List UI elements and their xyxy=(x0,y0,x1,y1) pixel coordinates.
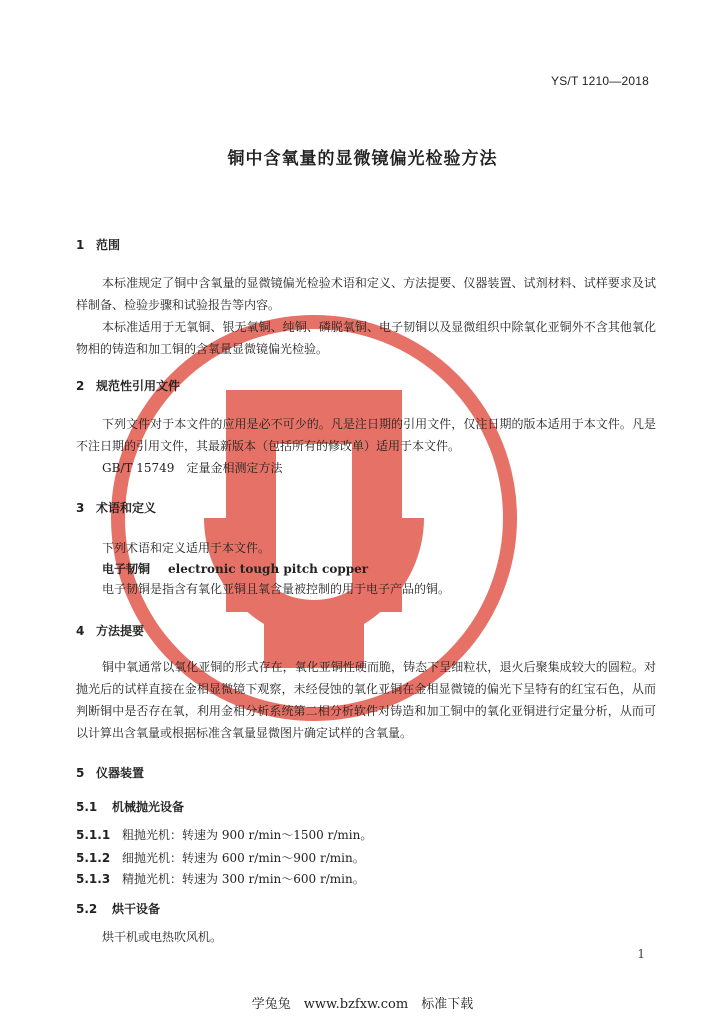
section-2-heading xyxy=(76,377,180,394)
section-title: 规范性引用文件 xyxy=(96,379,181,393)
normative-reference: GB/T 15749 定量金相测定方法 xyxy=(102,461,283,475)
section-4-paragraph: 铜中氧通常以氧化亚铜的形式存在，氧化亚铜性硬而脆，铸态下呈细粒状，退火后聚集成较大的圆粒。对抛光后的试样直接在金相显微镜下观察，未经侵蚀的氧化亚铜在金相显微镜的偏光下呈特有的红宝石色，从而判断铜中是否存在氧，利用金相分析系统第二相分析软件对铸造和加工铜中的氧化亚铜进行定量分析，从而可以计算出含氧量或根据标准含氧量显微图片确定试样的含氧量。 xyxy=(76,660,656,740)
subsection-5-2-heading xyxy=(76,900,160,917)
subsection-title: 机械抛光设备 xyxy=(112,800,185,814)
section-title: 仪器装置 xyxy=(96,766,145,780)
section-4-heading xyxy=(76,622,144,639)
section-number: 3 xyxy=(76,501,85,515)
page-number: 1 xyxy=(637,947,645,961)
document-title: 铜中含氧量的显微镜偏光检验方法 xyxy=(227,149,498,169)
section-title: 方法提要 xyxy=(96,624,145,638)
subsection-number: 5.1 xyxy=(76,800,98,814)
section-3-intro: 下列术语和定义适用于本文件。 xyxy=(102,541,271,555)
item-number: 5.1.2 xyxy=(76,851,111,865)
subsection-5-2-text: 烘干机或电热吹风机。 xyxy=(102,930,223,944)
section-1-paragraph-2: 本标准适用于无氧铜、银无氧铜、纯铜、磷脱氧铜、电子韧铜以及显微组织中除氧化亚铜外不含其他氧化物相的铸造和加工铜的含氧量显微镜偏光检验。 xyxy=(76,320,656,356)
item-text: 精抛光机：转速为 300 r/min～600 r/min。 xyxy=(122,872,365,886)
subsection-5-1-heading xyxy=(76,798,184,815)
subsection-title: 烘干设备 xyxy=(112,902,161,916)
section-1-paragraph-1: 本标准规定了铜中含氧量的显微镜偏光检验术语和定义、方法提要、仪器装置、试剂材料、试样要求及试样制备、检验步骤和试验报告等内容。 xyxy=(76,276,656,312)
subsection-number: 5.2 xyxy=(76,902,98,916)
list-item xyxy=(76,826,372,843)
section-number: 5 xyxy=(76,766,85,780)
section-number: 4 xyxy=(76,624,85,638)
item-number: 5.1.1 xyxy=(76,828,111,842)
item-text: 细抛光机：转速为 600 r/min～900 r/min。 xyxy=(122,851,365,865)
list-item xyxy=(76,849,365,866)
section-2-paragraph: 下列文件对于本文件的应用是必不可少的。凡是注日期的引用文件，仅注日期的版本适用于本文件。凡是不注日期的引用文件，其最新版本（包括所有的修改单）适用于本文件。 xyxy=(76,417,656,453)
section-3-heading xyxy=(76,499,156,516)
list-item xyxy=(76,870,365,887)
standard-number: YS/T 1210—2018 xyxy=(551,74,649,88)
term-chinese: 电子韧铜 xyxy=(102,562,151,576)
section-5-heading xyxy=(76,764,144,781)
term-english: electronic tough pitch copper xyxy=(168,562,369,576)
section-number: 2 xyxy=(76,379,85,393)
section-title: 术语和定义 xyxy=(96,501,157,515)
section-1-heading xyxy=(76,236,120,253)
item-text: 粗抛光机：转速为 900 r/min～1500 r/min。 xyxy=(122,828,373,842)
term-entry xyxy=(102,560,368,577)
item-number: 5.1.3 xyxy=(76,872,111,886)
term-definition: 电子韧铜是指含有氧化亚铜且氧含量被控制的用于电子产品的铜。 xyxy=(102,582,451,596)
section-title: 范围 xyxy=(96,238,121,252)
footer-source: 学兔兔 www.bzfxw.com 标准下载 xyxy=(251,997,474,1012)
section-number: 1 xyxy=(76,238,85,252)
